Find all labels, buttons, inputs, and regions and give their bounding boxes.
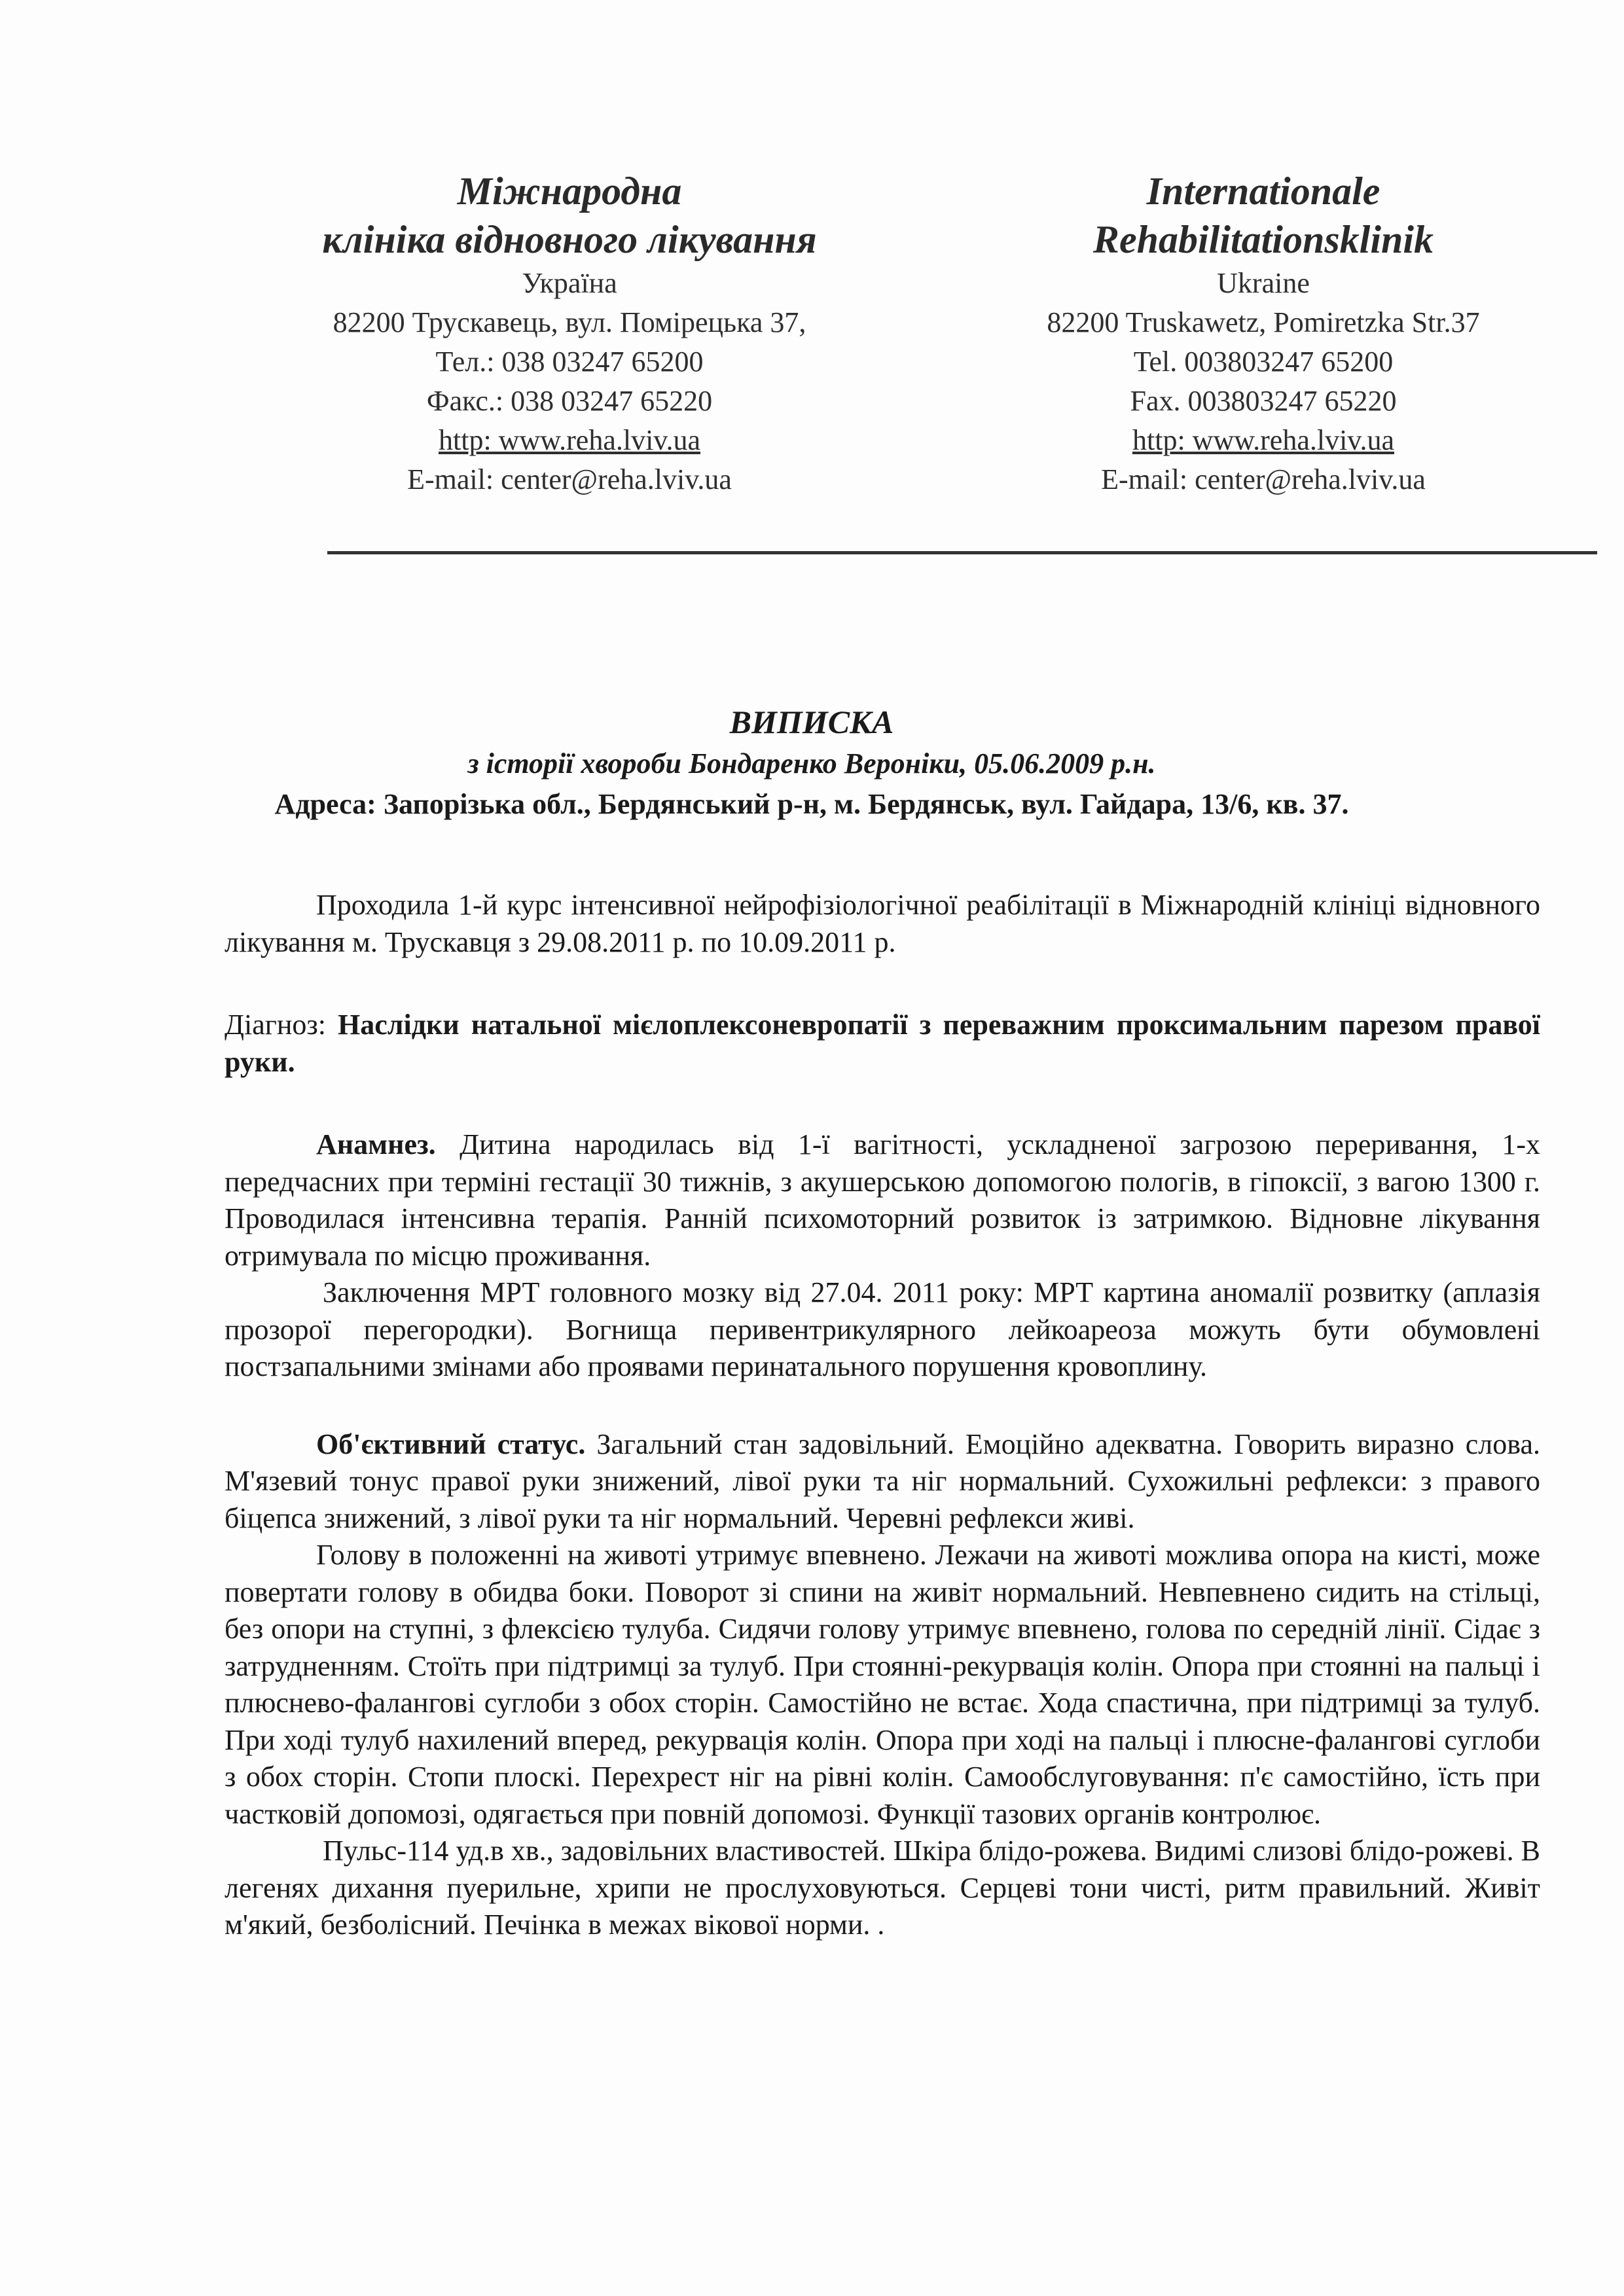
objective-paragraph	[225, 1426, 1540, 1537]
diagnosis-paragraph	[225, 1007, 1540, 1081]
clinic-name-line1-ua: Міжнародна	[457, 170, 682, 213]
objective-label: Об'єктивний статус.	[316, 1427, 586, 1460]
document-title-block	[131, 700, 1492, 825]
clinic-fax-ua: Факс.: 038 03247 65220	[426, 385, 713, 417]
clinic-email-ua: E-mail: center@reha.lviv.ua	[407, 463, 732, 495]
letterhead-ukrainian	[288, 167, 851, 499]
document-subtitle: з історії хвороби Бондаренко Вероніки, 05.06.2009 р.н.	[467, 747, 1156, 780]
clinic-country-ua: Україна	[522, 267, 617, 299]
course-paragraph: Проходила 1-й курс інтенсивної нейрофізіологічної реабілітації в Міжнародній клініці відновного лікування м. Трускавця з 29.08.2011 р. по 10.09.2011 р.	[225, 889, 1540, 958]
header-divider	[327, 551, 1597, 554]
mri-paragraph: Заключення МРТ головного мозку від 27.04. 2011 року: МРТ картина аномалії розвитку (аплазія прозорої перегородки). Вогнища перивентрикулярного лейкоареоза можуть бути обумовлені постзапальними змінами або проявами перинатального порушення кровоплину.	[225, 1276, 1540, 1382]
clinic-phone-de: Tel. 003803247 65200	[1133, 346, 1394, 378]
patient-address: Адреса: Запорізька обл., Бердянський р-н, м. Бердянськ, вул. Гайдара, 13/6, кв. 37.	[274, 788, 1349, 820]
objective-text: Загальний стан задовільний. Емоційно адекватна. Говорить виразно слова. М'язевий тонус правої руки знижений, лівої руки та ніг нормальний. Сухожильні рефлекси: з правого біцепса знижений, з лівої руки та ніг нормальний. Черевні рефлекси живі.	[225, 1427, 1540, 1534]
clinic-address-ua: 82200 Трускавець, вул. Помірецька 37,	[333, 306, 806, 338]
clinic-phone-ua: Тел.: 038 03247 65200	[435, 346, 704, 378]
anamnesis-paragraph	[225, 1126, 1540, 1274]
clinic-address-de: 82200 Truskawetz, Pomiretzka Str.37	[1047, 306, 1480, 338]
clinic-fax-de: Fax. 003803247 65220	[1130, 385, 1397, 417]
letterhead-german	[982, 167, 1545, 499]
clinic-web-ua: http: www.reha.lviv.ua	[439, 424, 700, 456]
clinic-email-de: E-mail: center@reha.lviv.ua	[1101, 463, 1426, 495]
vitals-paragraph: Пульс-114 уд.в хв., задовільних властивостей. Шкіра блідо-рожева. Видимі слизові блідо-рожеві. В легенях дихання пуерильне, хрипи не прослуховуються. Серцеві тони чисті, ритм правильний. Живіт м'який, безболісний. Печінка в межах вікової норми. .	[225, 1835, 1540, 1941]
clinic-country-de: Ukraine	[1217, 267, 1310, 299]
clinic-name-line2-de: Rehabilitationsklinik	[1092, 218, 1434, 261]
document-body	[225, 887, 1540, 1944]
anamnesis-text: Дитина народилась від 1-ї вагітності, ускладненої загрозою переривання, 1-х передчасних при терміні гестації 30 тижнів, з акушерською допомогою пологів, в гіпоксії, з вагою 1300 г. Проводилася інтенсивна терапія. Ранній психомоторний розвиток із затримкою. Відновне лікування отримувала по місцю проживання.	[225, 1128, 1541, 1272]
document-title: ВИПИСКА	[729, 704, 894, 740]
motor-paragraph: Голову в положенні на животі утримує впевнено. Лежачи на животі можлива опора на кисті, може повертати голову в обидва боки. Поворот зі спини на живіт нормальний. Невпевнено сидить на стільці, без опори на ступні, з флексією тулуба. Сидячи голову утримує впевнено, голова по середній лінії. Сідає з затрудненням. Стоїть при підтримці за тулуб. При стоянні-рекурвація колін. Опора при стоянні на пальці і плюснево-фалангові суглоби з обох сторін. Самостійно не встає. Хода спастична, при підтримці за тулуб. При ході тулуб нахилений вперед, рекурвація колін. Опора при ході на пальці і плюсне-фалангові суглоби з обох сторін. Стопи плоскі. Перехрест ніг на рівні колін. Самообслуговування: п'є самостійно, їсть при частковій допомозі, одягається при повній допомозі. Функції тазових органів контролює.	[225, 1539, 1540, 1830]
anamnesis-label: Анамнез.	[316, 1128, 436, 1160]
clinic-web-de: http: www.reha.lviv.ua	[1132, 424, 1394, 456]
diagnosis-text: Наслідки натальної мієлоплексоневропатії з переважним проксимальним парезом правої руки.	[225, 1009, 1541, 1078]
clinic-name-line2-ua: клініка відновного лікування	[322, 218, 817, 261]
clinic-name-line1-de: Internationale	[1146, 170, 1380, 213]
diagnosis-label: Діагноз:	[225, 1009, 326, 1041]
